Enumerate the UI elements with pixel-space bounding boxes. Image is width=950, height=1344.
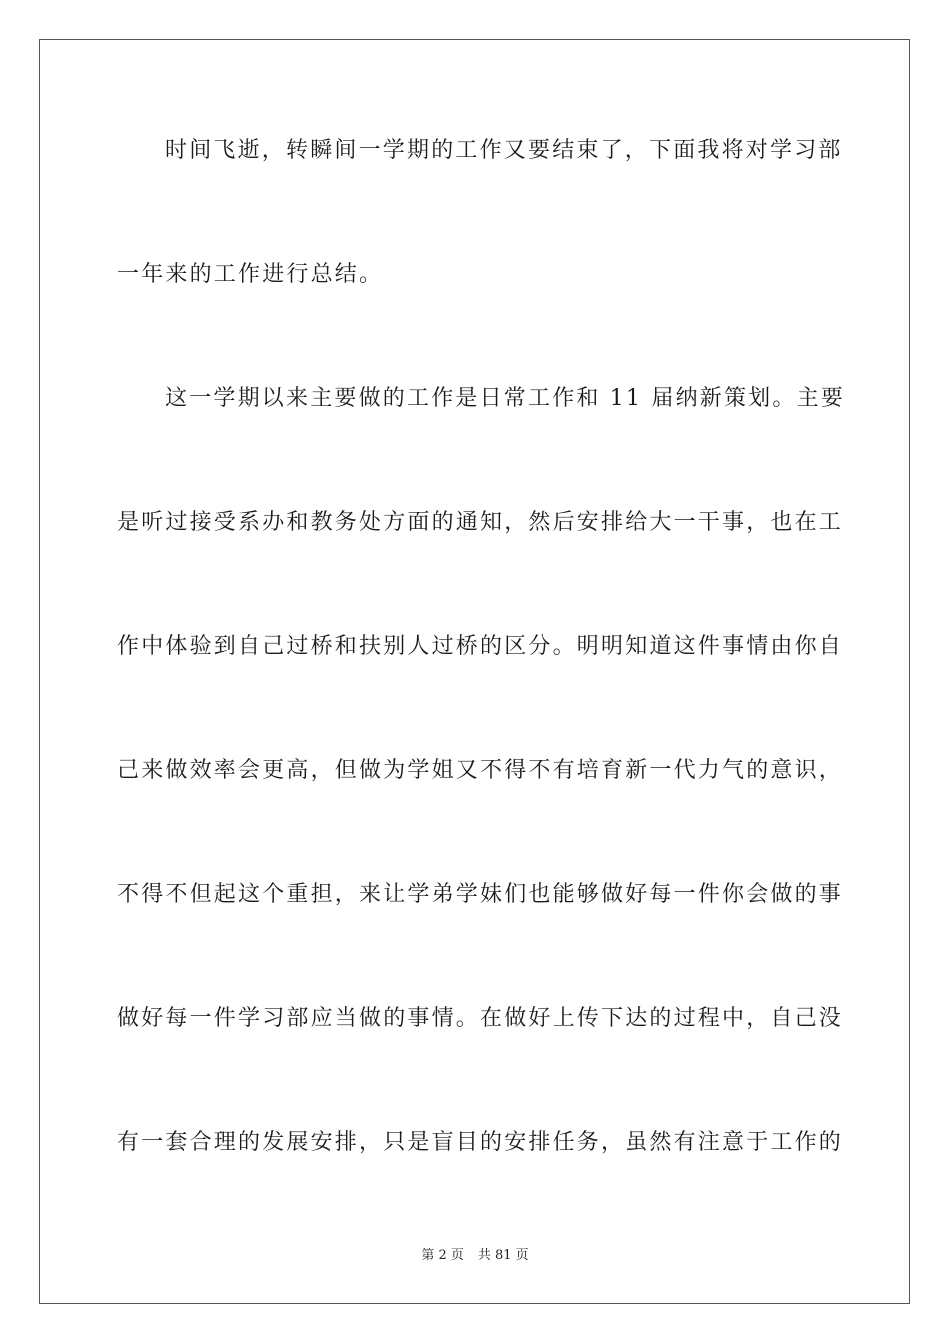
paragraph-2-line-7: 有一套合理的发展安排，只是盲目的安排任务，虽然有注意于工作的	[117, 1130, 844, 1155]
paragraph-1-line-1: 时间飞逝，转瞬间一学期的工作又要结束了，下面我将对学习部	[165, 138, 843, 163]
paragraph-2-line-2: 是听过接受系办和教务处方面的通知，然后安排给大一干事，也在工	[117, 510, 844, 535]
paragraph-2-line-3: 作中体验到自己过桥和扶别人过桥的区分。明明知道这件事情由你自	[117, 634, 844, 659]
paragraph-2-line-5: 不得不但起这个重担，来让学弟学妹们也能够做好每一件你会做的事	[117, 882, 844, 907]
paragraph-2-line-4: 己来做效率会更高，但做为学姐又不得不有培育新一代力气的意识，	[117, 758, 844, 783]
paragraph-2-line-1: 这一学期以来主要做的工作是日常工作和 11 届纳新策划。主要	[165, 386, 845, 411]
paragraph-1-line-2: 一年来的工作进行总结。	[117, 262, 384, 287]
page-total: 共 81 页	[477, 1248, 529, 1263]
page-number: 第 2 页	[421, 1248, 464, 1263]
page-footer	[0, 1247, 950, 1265]
paragraph-2-line-6: 做好每一件学习部应当做的事情。在做好上传下达的过程中，自己没	[117, 1006, 844, 1031]
page-border	[39, 39, 910, 1304]
